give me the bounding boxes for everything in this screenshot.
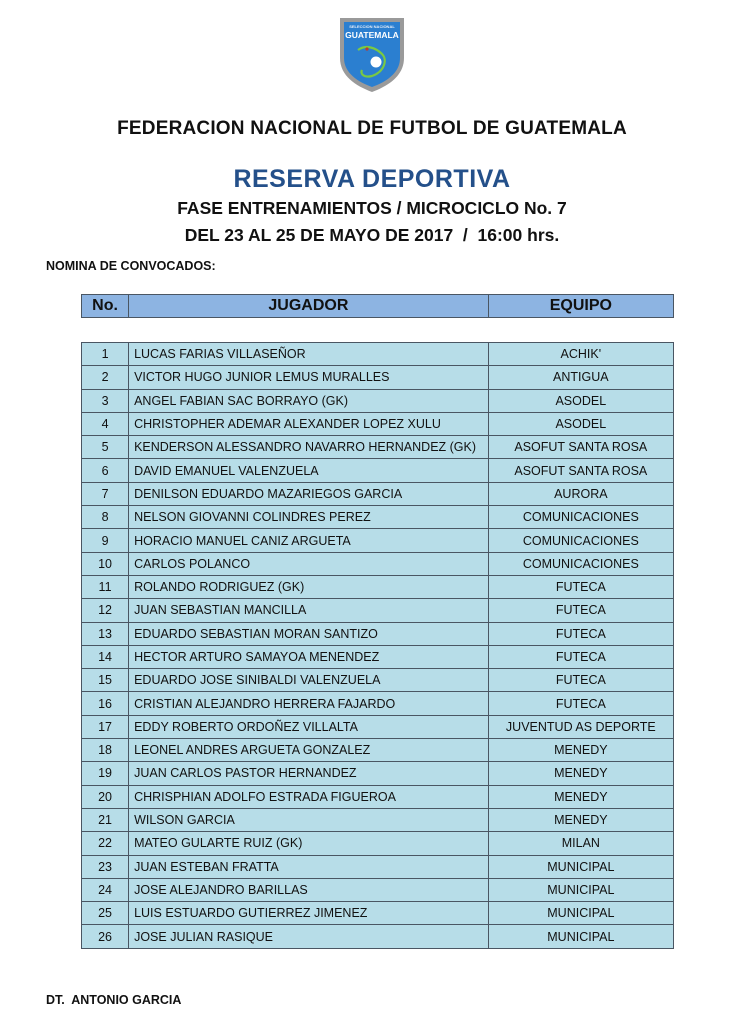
table-row [82, 925, 674, 948]
player-team: MUNICIPAL [488, 878, 673, 901]
player-team: MENEDY [488, 785, 673, 808]
player-team: COMUNICACIONES [488, 506, 673, 529]
player-number: 12 [82, 599, 129, 622]
svg-text:SELECCION NACIONAL: SELECCION NACIONAL [349, 24, 395, 29]
player-team: ASODEL [488, 389, 673, 412]
player-name: CHRISTOPHER ADEMAR ALEXANDER LOPEZ XULU [129, 412, 489, 435]
player-number: 19 [82, 762, 129, 785]
player-number: 13 [82, 622, 129, 645]
player-name: HORACIO MANUEL CANIZ ARGUETA [129, 529, 489, 552]
player-number: 5 [82, 436, 129, 459]
table-row [82, 878, 674, 901]
player-team: AURORA [488, 482, 673, 505]
player-name: WILSON GARCIA [129, 808, 489, 831]
federation-heading: FEDERACION NACIONAL DE FUTBOL DE GUATEMALA [117, 118, 627, 139]
player-team: FUTECA [488, 575, 673, 598]
table-row [82, 552, 674, 575]
player-name: LUCAS FARIAS VILLASEÑOR [129, 343, 489, 366]
column-header-team: EQUIPO [488, 295, 673, 318]
table-row [82, 902, 674, 925]
player-team: MENEDY [488, 808, 673, 831]
player-team: COMUNICACIONES [488, 529, 673, 552]
table-row [82, 692, 674, 715]
player-team: FUTECA [488, 622, 673, 645]
table-row [82, 739, 674, 762]
player-number: 25 [82, 902, 129, 925]
player-name: ANGEL FABIAN SAC BORRAYO (GK) [129, 389, 489, 412]
player-number: 9 [82, 529, 129, 552]
roster-table [81, 342, 674, 949]
player-number: 17 [82, 715, 129, 738]
player-number: 2 [82, 366, 129, 389]
player-name: JUAN CARLOS PASTOR HERNANDEZ [129, 762, 489, 785]
player-number: 24 [82, 878, 129, 901]
player-number: 22 [82, 832, 129, 855]
player-number: 23 [82, 855, 129, 878]
player-number: 6 [82, 459, 129, 482]
player-number: 16 [82, 692, 129, 715]
player-number: 14 [82, 645, 129, 668]
player-name: JUAN ESTEBAN FRATTA [129, 855, 489, 878]
table-row [82, 459, 674, 482]
player-number: 18 [82, 739, 129, 762]
table-row [82, 808, 674, 831]
table-row [82, 855, 674, 878]
player-name: JOSE JULIAN RASIQUE [129, 925, 489, 948]
player-name: EDUARDO JOSE SINIBALDI VALENZUELA [129, 669, 489, 692]
table-row [82, 599, 674, 622]
player-team: MENEDY [488, 739, 673, 762]
player-name: EDDY ROBERTO ORDOÑEZ VILLALTA [129, 715, 489, 738]
player-number: 3 [82, 389, 129, 412]
player-number: 21 [82, 808, 129, 831]
player-number: 4 [82, 412, 129, 435]
player-team: MILAN [488, 832, 673, 855]
svg-text:GUATEMALA: GUATEMALA [345, 30, 399, 40]
coach-name: DT. ANTONIO GARCIA [46, 993, 182, 1007]
player-name: CARLOS POLANCO [129, 552, 489, 575]
player-team: MENEDY [488, 762, 673, 785]
player-number: 8 [82, 506, 129, 529]
player-team: ASOFUT SANTA ROSA [488, 459, 673, 482]
table-row [82, 366, 674, 389]
player-name: EDUARDO SEBASTIAN MORAN SANTIZO [129, 622, 489, 645]
table-row [82, 669, 674, 692]
table-row [82, 529, 674, 552]
player-name: LUIS ESTUARDO GUTIERREZ JIMENEZ [129, 902, 489, 925]
player-team: FUTECA [488, 645, 673, 668]
player-name: VICTOR HUGO JUNIOR LEMUS MURALLES [129, 366, 489, 389]
roster-header-table [81, 294, 674, 318]
player-team: FUTECA [488, 599, 673, 622]
player-team: FUTECA [488, 692, 673, 715]
player-name: JUAN SEBASTIAN MANCILLA [129, 599, 489, 622]
player-team: JUVENTUD AS DEPORTE [488, 715, 673, 738]
player-name: JOSE ALEJANDRO BARILLAS [129, 878, 489, 901]
player-team: ASOFUT SANTA ROSA [488, 436, 673, 459]
player-number: 7 [82, 482, 129, 505]
nomina-label: NOMINA DE CONVOCADOS: [46, 259, 216, 273]
player-team: MUNICIPAL [488, 855, 673, 878]
player-name: HECTOR ARTURO SAMAYOA MENENDEZ [129, 645, 489, 668]
player-team: COMUNICACIONES [488, 552, 673, 575]
player-team: ACHIK' [488, 343, 673, 366]
player-number: 11 [82, 575, 129, 598]
player-name: CRISTIAN ALEJANDRO HERRERA FAJARDO [129, 692, 489, 715]
player-team: ANTIGUA [488, 366, 673, 389]
player-name: NELSON GIOVANNI COLINDRES PEREZ [129, 506, 489, 529]
player-number: 20 [82, 785, 129, 808]
player-team: MUNICIPAL [488, 925, 673, 948]
player-name: MATEO GULARTE RUIZ (GK) [129, 832, 489, 855]
table-row [82, 762, 674, 785]
table-row [82, 436, 674, 459]
player-name: CHRISPHIAN ADOLFO ESTRADA FIGUEROA [129, 785, 489, 808]
header-row [82, 295, 674, 318]
table-row [82, 343, 674, 366]
player-number: 26 [82, 925, 129, 948]
player-number: 15 [82, 669, 129, 692]
phase-subtitle: FASE ENTRENAMIENTOS / MICROCICLO No. 7 [177, 198, 567, 218]
player-name: DENILSON EDUARDO MAZARIEGOS GARCIA [129, 482, 489, 505]
table-row [82, 715, 674, 738]
player-team: FUTECA [488, 669, 673, 692]
table-row [82, 832, 674, 855]
table-row [82, 482, 674, 505]
table-row [82, 622, 674, 645]
dates-subtitle: DEL 23 AL 25 DE MAYO DE 2017 / 16:00 hrs. [184, 225, 560, 245]
roster-body [82, 343, 674, 949]
table-row [82, 389, 674, 412]
player-name: ROLANDO RODRIGUEZ (GK) [129, 575, 489, 598]
document-title: RESERVA DEPORTIVA [233, 165, 511, 193]
player-name: DAVID EMANUEL VALENZUELA [129, 459, 489, 482]
table-row [82, 412, 674, 435]
table-row [82, 506, 674, 529]
table-row [82, 785, 674, 808]
column-header-player: JUGADOR [129, 295, 489, 318]
player-number: 10 [82, 552, 129, 575]
player-team: MUNICIPAL [488, 902, 673, 925]
table-row [82, 645, 674, 668]
player-number: 1 [82, 343, 129, 366]
player-team: ASODEL [488, 412, 673, 435]
federation-crest-logo [336, 14, 408, 94]
table-row [82, 575, 674, 598]
player-name: LEONEL ANDRES ARGUETA GONZALEZ [129, 739, 489, 762]
column-header-no: No. [82, 295, 129, 318]
player-name: KENDERSON ALESSANDRO NAVARRO HERNANDEZ (GK) [129, 436, 489, 459]
